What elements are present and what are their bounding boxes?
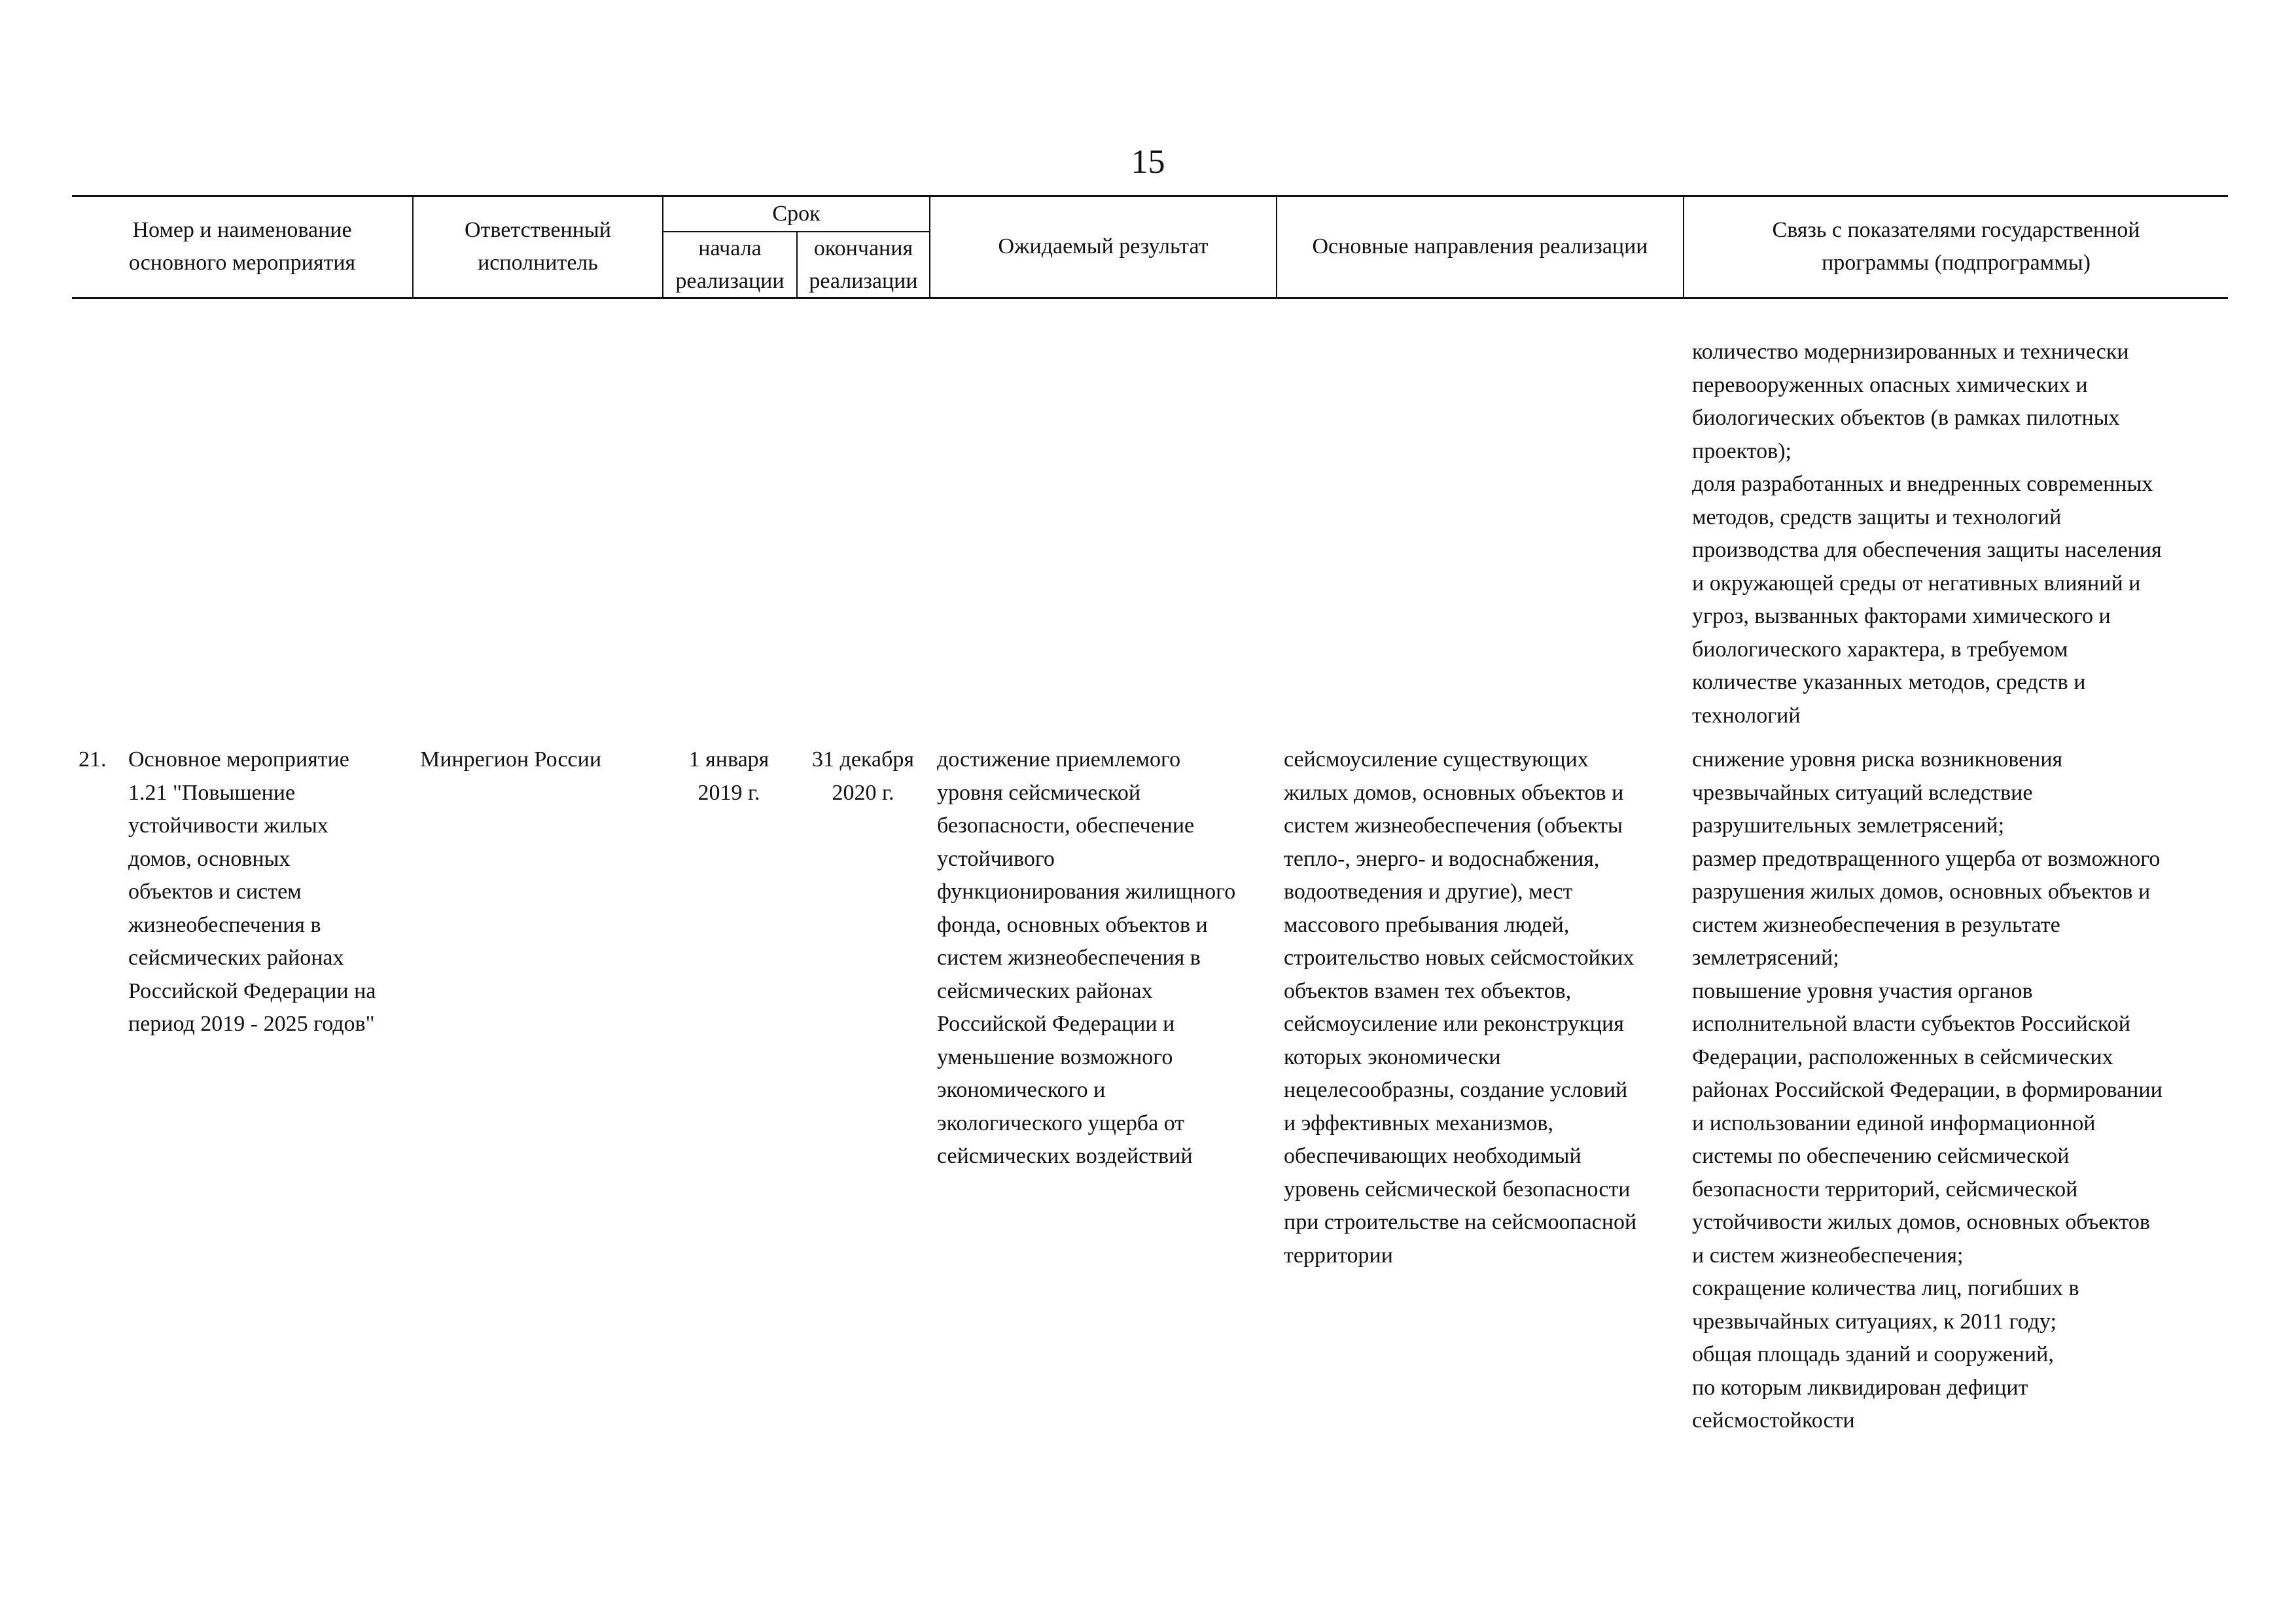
row-end-date: 31 декабря 2020 г. (812, 747, 914, 805)
row-directions: сейсмоусиление существующих жилых домов, основных объектов и систем жизнеобеспечения (объекты тепло-, энерго- и водоснабжения, водоотведения и другие), мест массового пребывания людей, строительство новых сейсмостойких объектов взамен тех объектов, сейсмоусиление или реконструкция которых экономически нецелесообразны, создание условий и эффективных механизмов, обеспечивающих необходимый уровень сейсмической безопасности при строительстве на сейсмоопасной территории (1284, 747, 1637, 1268)
header-col-result: Ожидаемый результат (998, 234, 1209, 259)
continuation-link-text: количество модернизированных и технически перевооруженных опасных химических и биологических объектов (в рамках пилотных проектов); доля разработанных и внедренных современных методов, средств защиты и технологий производства для обеспечения защиты населения и окружающей среды от негативных влияний и угроз, вызванных факторами химического и биологического характера, в требуемом количестве указанных методов, средств и технологий (1692, 340, 2162, 728)
row-number: 21. (79, 747, 107, 772)
header-col-start: начала реализации (675, 236, 785, 293)
header-col-end: окончания реализации (809, 236, 918, 293)
page-number: 15 (1131, 143, 1165, 181)
row-name: Основное мероприятие 1.21 "Повышение устойчивости жилых домов, основных объектов и систем жизнеобеспечения в сейсмических районах Российской Федерации на период 2019 - 2025 годов" (128, 747, 376, 1036)
header-col-link: Связь с показателями государственной программы (подпрограммы) (1772, 218, 2140, 275)
header-col-term: Срок (772, 202, 821, 226)
table-header-bottom-rule (72, 297, 2228, 299)
row-expected-result: достижение приемлемого уровня сейсмической безопасности, обеспечение устойчивого функционирования жилищного фонда, основных объектов и систем жизнеобеспечения в сейсмических районах Российской Федерации и уменьшение возможного экономического и экологического ущерба от сейсмических воздействий (937, 747, 1236, 1168)
row-indicator-link: снижение уровня риска возникновения чрезвычайных ситуаций вследствие разрушительных землетрясений; размер предотвращенного ущерба от возможного разрушения жилых домов, основных объектов и систем жизнеобеспечения в результате землетрясений; повышение уровня участия органов исполнительной власти субъектов Российской Федерации, расположенных в сейсмических районах Российской Федерации, в формировании и использовании единой информационной системы по обеспечению сейсмической безопасности территорий, сейсмической устойчивости жилых домов, основных объектов и систем жизнеобеспечения; сокращение количества лиц, погибших в чрезвычайных ситуациях, к 2011 году; общая площадь зданий и сооружений, по которым ликвидирован дефицит сейсмостойкости (1692, 747, 2163, 1433)
header-col-executor: Ответственный исполнитель (465, 218, 611, 275)
row-executor: Минрегион России (420, 747, 602, 772)
header-col-directions: Основные направления реализации (1312, 234, 1648, 259)
header-col-name: Номер и наименование основного мероприятия (128, 218, 356, 275)
row-start-date: 1 января 2019 г. (688, 747, 769, 805)
